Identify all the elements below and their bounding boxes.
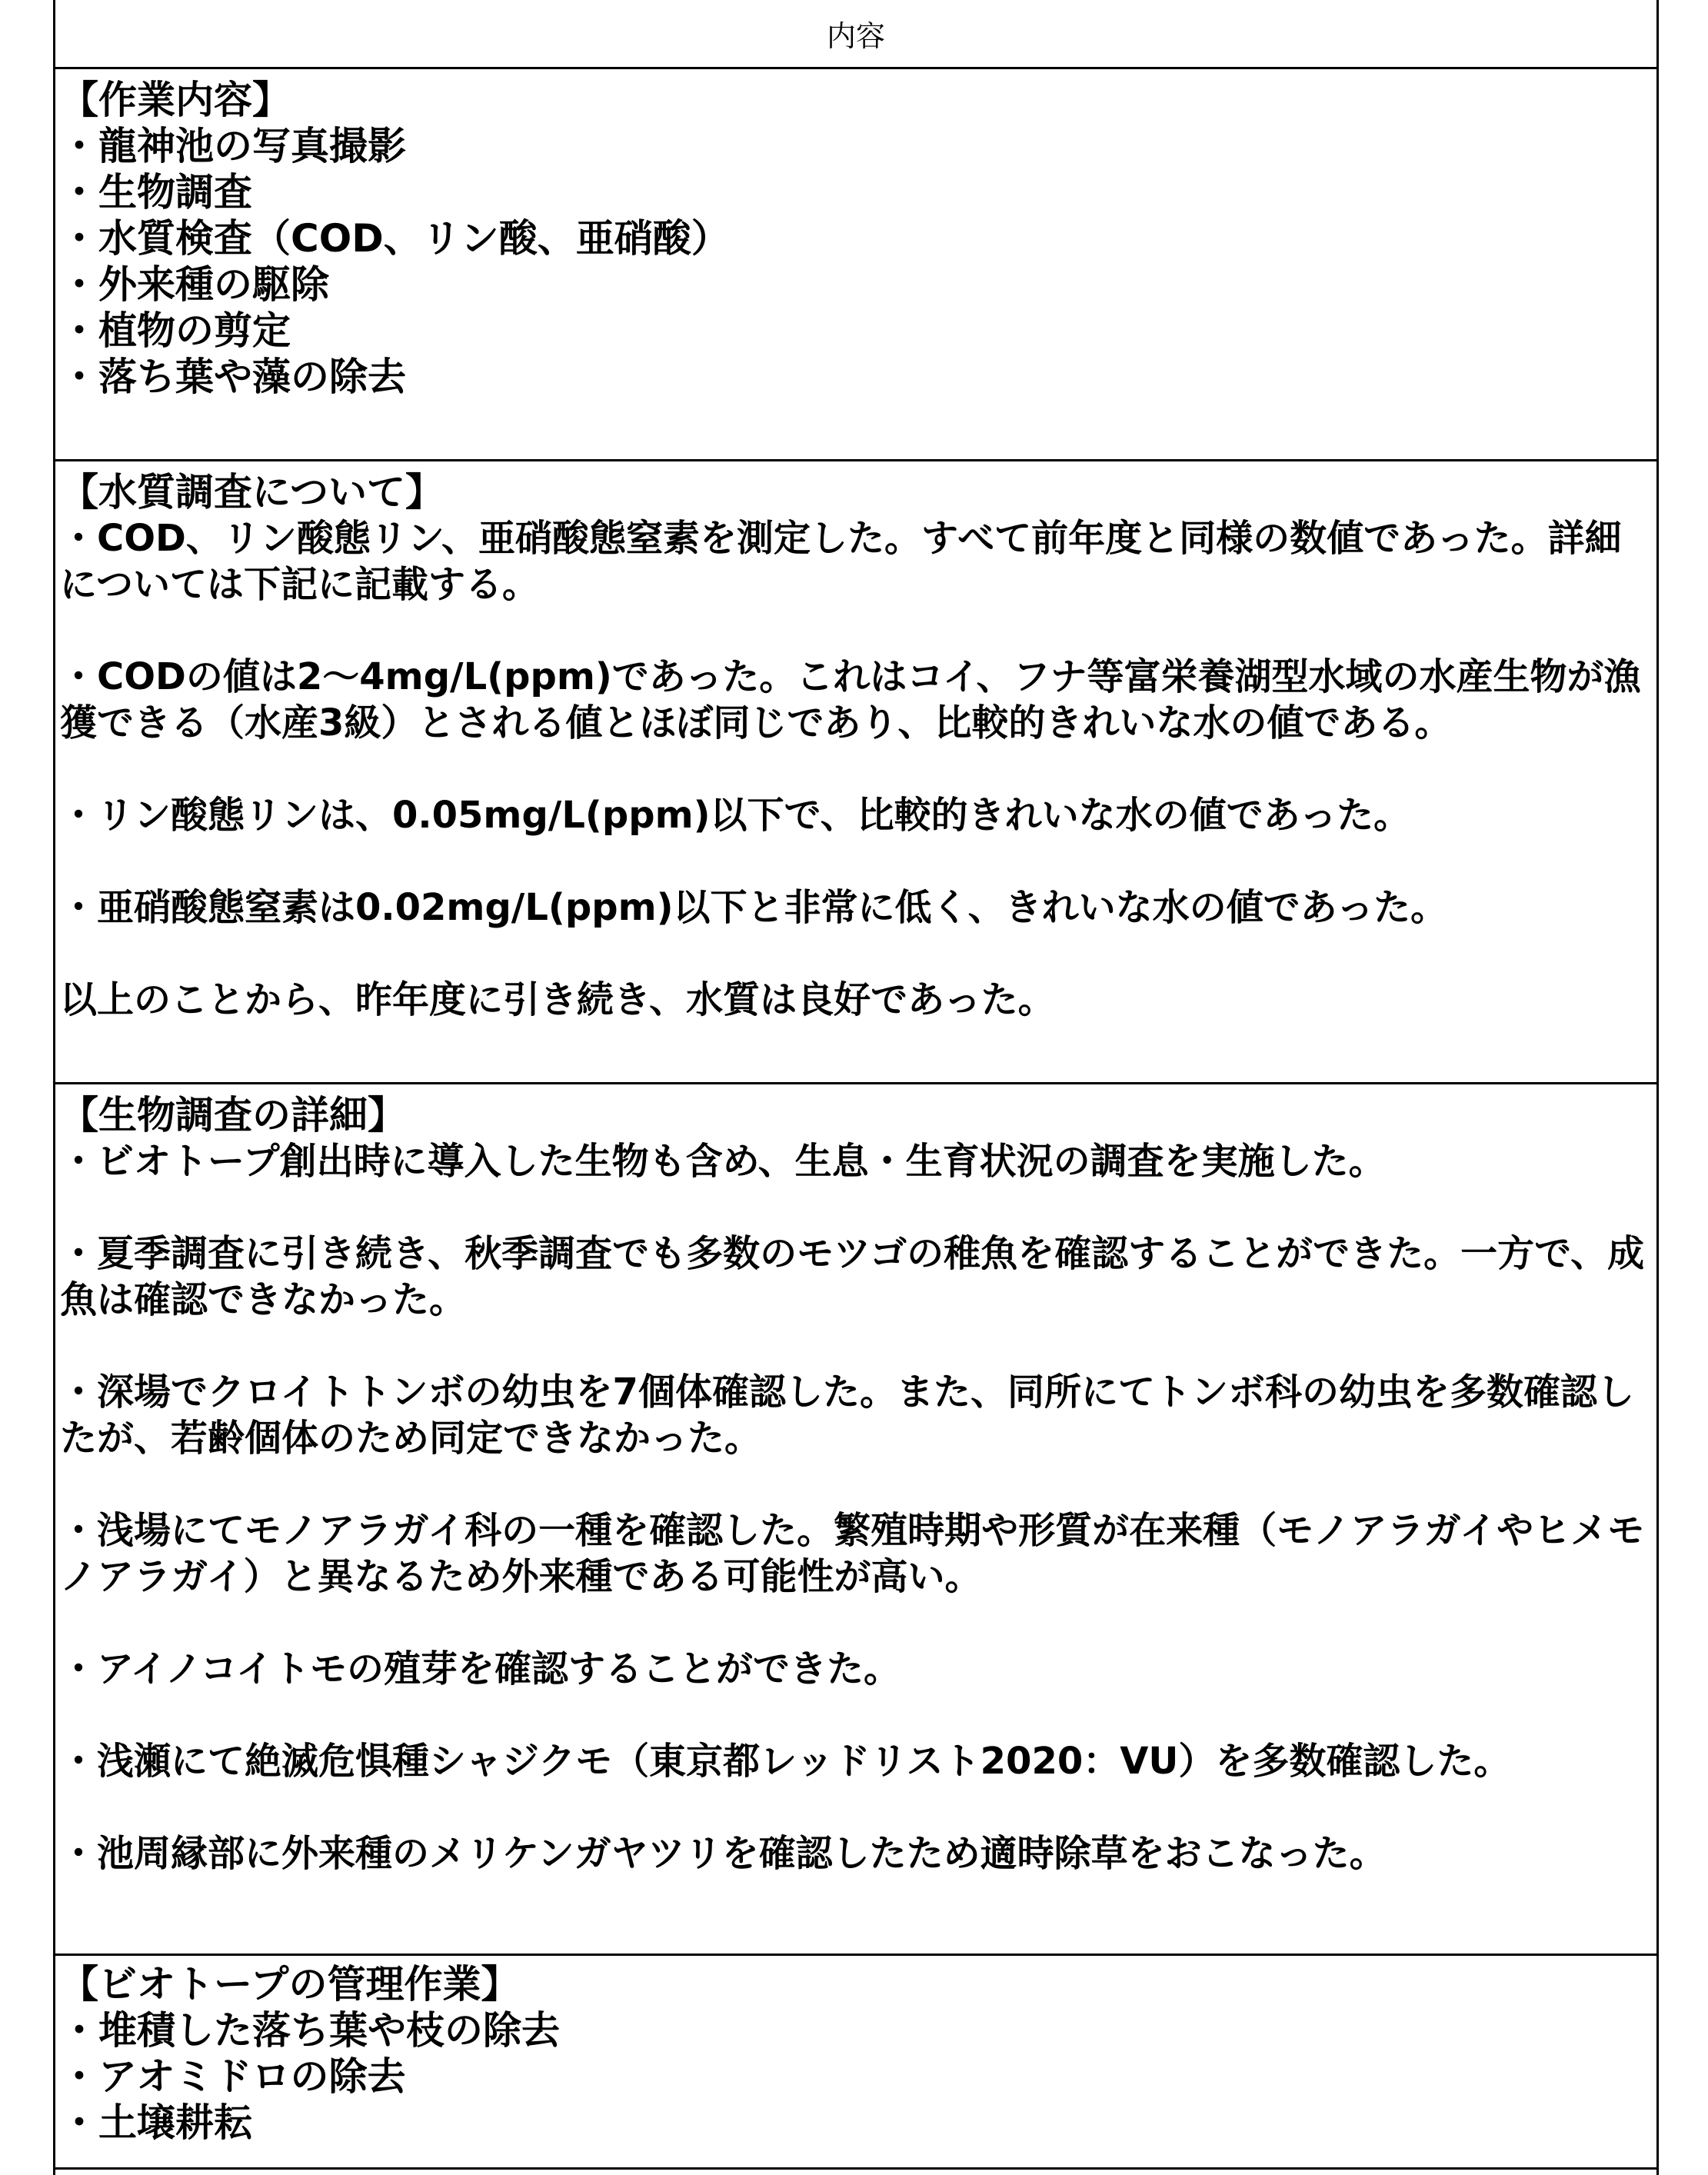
section-title: 【生物調査の詳細】: [60, 1093, 406, 1137]
table-left-border: [53, 0, 55, 2175]
work-content-list: [60, 123, 1655, 400]
biotope-management-section: [60, 1961, 1655, 2146]
paragraph: ・亜硝酸態窒素は0.02mg/L(ppm)以下と非常に低く、きれいな水の値であった。: [60, 886, 1448, 929]
paragraph: ・CODの値は2～4mg/L(ppm)であった。これはコイ、フナ等富栄養湖型水域の水産生物が漁獲できる（水産3級）とされる値とほぼ同じであり、比較的きれいな水の値である。: [60, 655, 1641, 744]
work-content-section: [60, 77, 1655, 400]
list-item: ・アオミドロの除去: [60, 2054, 406, 2099]
water-quality-section: [60, 469, 1655, 1023]
paragraph: ・夏季調査に引き続き、秋季調査でも多数のモツゴの稚魚を確認することができた。一方で、成魚は確認できなかった。: [60, 1232, 1645, 1321]
row-divider: [53, 67, 1659, 69]
paragraph: ・COD、リン酸態リン、亜硝酸態窒素を測定した。すべて前年度と同様の数値であった。詳細については下記に記載する。: [60, 517, 1622, 606]
row-divider: [53, 1954, 1659, 1956]
table-header-row: [55, 0, 1656, 67]
paragraph: ・浅場にてモノアラガイ科の一種を確認した。繁殖時期や形質が在来種（モノアラガイやヒメモノアラガイ）と異なるため外来種である可能性が高い。: [60, 1509, 1645, 1598]
list-item: ・植物の剪定: [60, 308, 291, 353]
biological-survey-section: [60, 1092, 1655, 1877]
paragraph: ・ビオトープ創出時に導入した生物も含め、生息・生育状況の調査を実施した。: [60, 1140, 1386, 1183]
list-item: ・落ち葉や藻の除去: [60, 355, 406, 399]
list-item: ・土壌耕耘: [60, 2100, 252, 2145]
list-item: ・生物調査: [60, 170, 252, 215]
paragraph: ・池周縁部に外来種のメリケンガヤツリを確認したため適時除草をおこなった。: [60, 1832, 1387, 1875]
paragraph: ・深場でクロイトトンボの幼虫を7個体確認した。また、同所にてトンボ科の幼虫を多数確認したが、若齢個体のため同定できなかった。: [60, 1371, 1635, 1460]
column-header: 内容: [826, 19, 885, 53]
paragraph: ・アイノコイトモの殖芽を確認することができた。: [60, 1647, 901, 1690]
paragraph: 以上のことから、昨年度に引き続き、水質は良好であった。: [60, 978, 1055, 1021]
management-work-list: [60, 2007, 1655, 2146]
list-item: ・水質検査（COD、リン酸、亜硝酸）: [60, 216, 730, 261]
section-title: 【ビオトープの管理作業】: [60, 1962, 520, 2007]
row-divider: [53, 2167, 1659, 2170]
section-title: 【水質調査について】: [60, 470, 444, 515]
paragraph: ・リン酸態リンは、0.05mg/L(ppm)以下で、比較的きれいな水の値であった。: [60, 794, 1411, 837]
row-divider: [53, 459, 1659, 461]
section-title: 【作業内容】: [60, 78, 291, 122]
row-divider: [53, 1082, 1659, 1084]
list-item: ・堆積した落ち葉や枝の除去: [60, 2008, 560, 2053]
paragraph: ・浅瀬にて絶滅危惧種シャジクモ（東京都レッドリスト2020：VU）を多数確認した。: [60, 1740, 1511, 1783]
table-right-border: [1656, 0, 1659, 2175]
list-item: ・龍神池の写真撮影: [60, 124, 406, 168]
list-item: ・外来種の駆除: [60, 262, 329, 307]
